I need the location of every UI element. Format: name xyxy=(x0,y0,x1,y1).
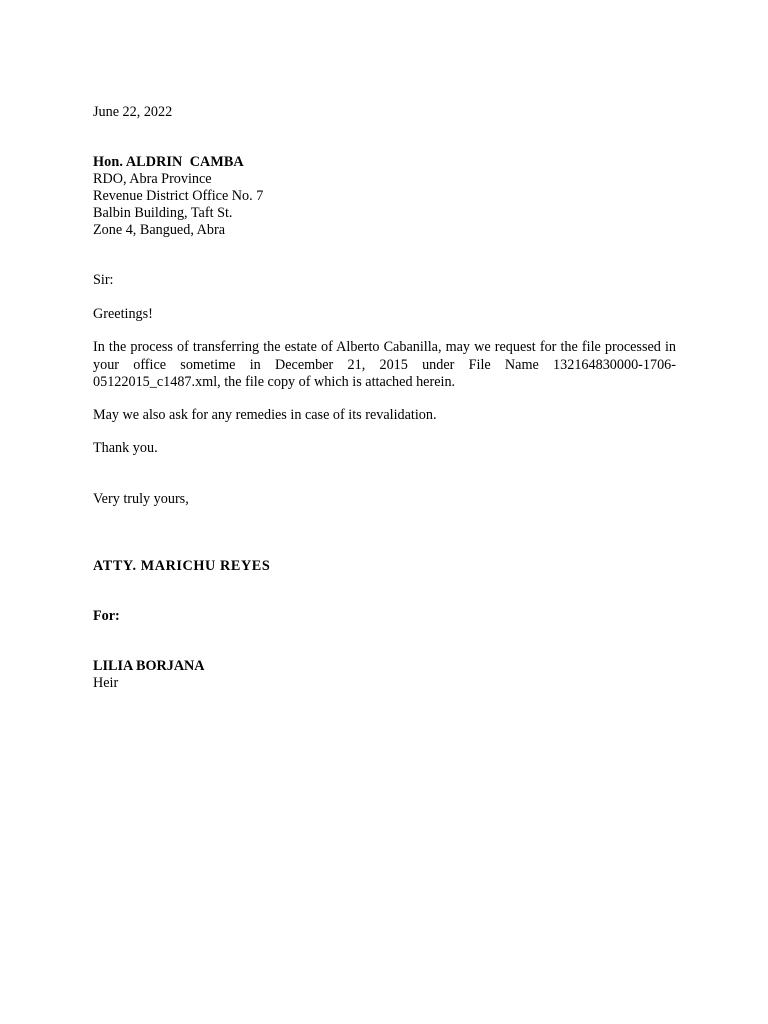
recipient-line-office: RDO, Abra Province xyxy=(93,171,212,187)
signatory-name: ATTY. MARICHU REYES xyxy=(93,558,271,574)
salutation: Sir: xyxy=(93,272,114,288)
letter-date: June 22, 2022 xyxy=(93,104,173,120)
principal-role: Heir xyxy=(93,675,119,691)
for-label: For: xyxy=(93,608,120,624)
thanks-line: Thank you. xyxy=(93,440,158,456)
greeting: Greetings! xyxy=(93,306,153,322)
principal-name: LILIA BORJANA xyxy=(93,658,205,674)
recipient-address-block xyxy=(93,154,263,239)
body-paragraph-remedies: May we also ask for any remedies in case of its revalidation. xyxy=(93,407,437,423)
recipient-line-district: Revenue District Office No. 7 xyxy=(93,188,264,204)
principal-block xyxy=(93,658,205,692)
recipient-line-zone: Zone 4, Bangued, Abra xyxy=(93,222,225,238)
body-paragraph-request: In the process of transferring the estate of Alberto Cabanilla, may we request for the file processed in your office sometime in December 21, 2015 under File Name 132164830000-1706-05122015_c1487.xml, the file copy of which is attached herein. xyxy=(93,339,676,390)
closing-line: Very truly yours, xyxy=(93,491,189,507)
recipient-line-building: Balbin Building, Taft St. xyxy=(93,205,233,221)
recipient-name: Hon. ALDRIN CAMBA xyxy=(93,154,244,170)
